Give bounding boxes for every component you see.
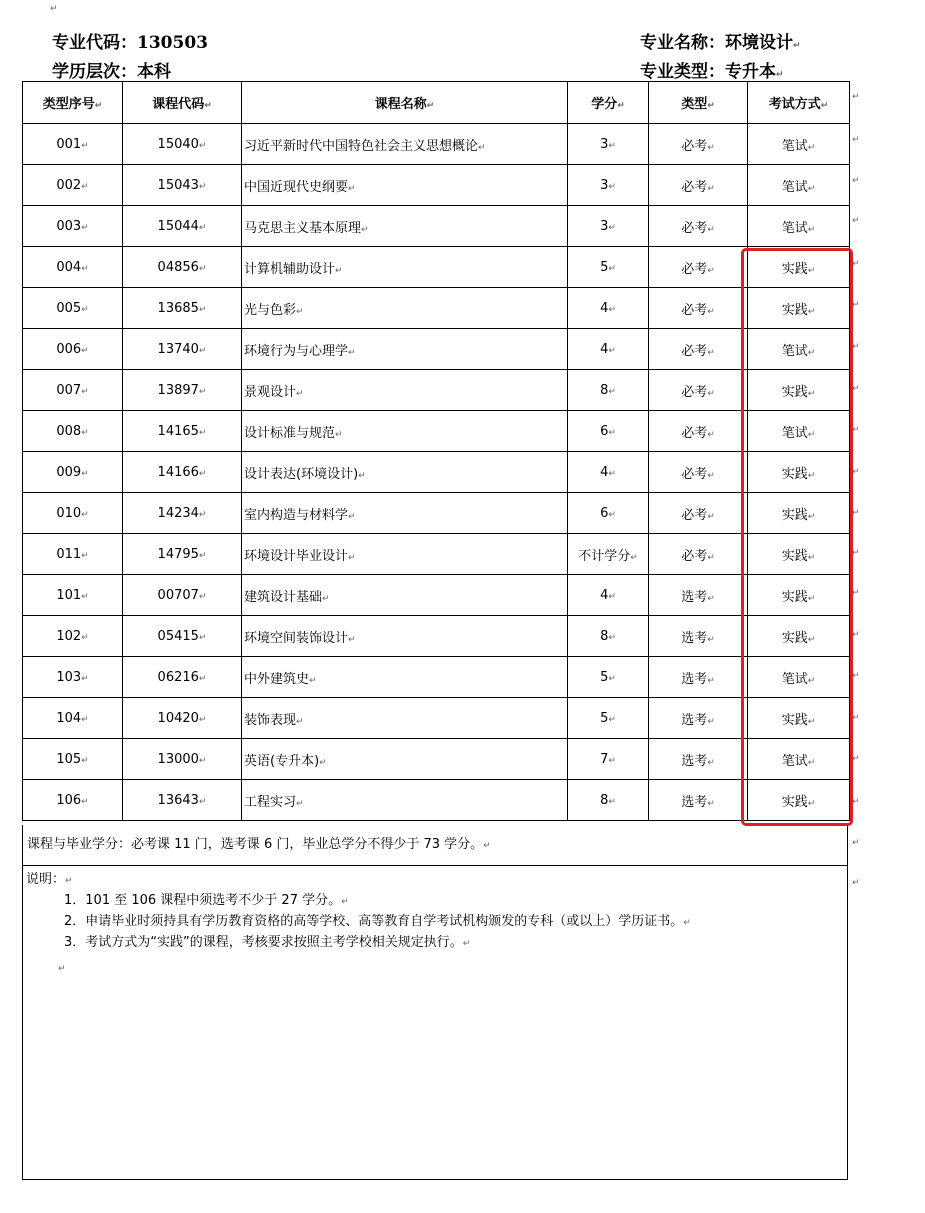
paragraph-mark: ↵	[50, 4, 58, 14]
table-row	[23, 247, 850, 288]
table-row	[23, 370, 850, 411]
paragraph-mark: ↵	[852, 384, 860, 394]
cell-seq: 008↵	[23, 411, 123, 452]
table-row	[23, 616, 850, 657]
cell-seq: 006↵	[23, 329, 123, 370]
notes-section	[22, 866, 848, 1180]
paragraph-mark: ↵	[852, 216, 860, 226]
education-level-line	[52, 57, 171, 82]
cell-code: 00707↵	[123, 575, 242, 616]
cell-type: 必考↵	[649, 247, 748, 288]
cell-credit: 3↵	[568, 206, 649, 247]
cell-code: 13740↵	[123, 329, 242, 370]
cell-exam: 实践↵	[748, 288, 850, 329]
cell-credit: 5↵	[568, 247, 649, 288]
cell-type: 必考↵	[649, 206, 748, 247]
major-type-line	[640, 57, 784, 82]
cell-type: 必考↵	[649, 493, 748, 534]
education-level-label: 学历层次：	[52, 62, 137, 82]
paragraph-mark: ↵	[852, 300, 860, 310]
cell-exam: 实践↵	[748, 247, 850, 288]
credit-summary-text: 课程与毕业学分：必考课 11 门，选考课 6 门，毕业总学分不得少于 73 学分。	[27, 837, 484, 852]
major-code-value: 130503	[137, 33, 208, 53]
cell-name: 计算机辅助设计↵	[242, 247, 568, 288]
cell-seq: 004↵	[23, 247, 123, 288]
cell-name: 环境设计毕业设计↵	[242, 534, 568, 575]
credit-summary	[22, 825, 848, 866]
paragraph-mark: ↵	[793, 41, 801, 51]
cell-type: 必考↵	[649, 452, 748, 493]
note-item: 1．101 至 106 课程中须选考不少于 27 学分。↵	[64, 893, 349, 908]
cell-credit: 6↵	[568, 411, 649, 452]
cell-seq: 102↵	[23, 616, 123, 657]
cell-code: 05415↵	[123, 616, 242, 657]
note-item: 3．考试方式为“实践”的课程，考核要求按照主考学校相关规定执行。↵	[64, 935, 471, 950]
cell-exam: 笔试↵	[748, 206, 850, 247]
cell-exam: 笔试↵	[748, 411, 850, 452]
paragraph-mark: ↵	[776, 70, 784, 80]
table-row	[23, 329, 850, 370]
cell-seq: 106↵	[23, 780, 123, 821]
cell-seq: 002↵	[23, 165, 123, 206]
cell-credit: 3↵	[568, 165, 649, 206]
table-row	[23, 124, 850, 165]
cell-credit: 8↵	[568, 780, 649, 821]
course-table	[22, 81, 850, 821]
cell-credit: 8↵	[568, 370, 649, 411]
cell-code: 13000↵	[123, 739, 242, 780]
cell-seq: 001↵	[23, 124, 123, 165]
paragraph-mark: ↵	[852, 135, 860, 145]
cell-code: 10420↵	[123, 698, 242, 739]
cell-type: 必考↵	[649, 124, 748, 165]
cell-seq: 009↵	[23, 452, 123, 493]
paragraph-mark: ↵	[852, 630, 860, 640]
cell-code: 13685↵	[123, 288, 242, 329]
cell-exam: 笔试↵	[748, 657, 850, 698]
table-row	[23, 739, 850, 780]
column-header-exam: 考试方式↵	[748, 82, 850, 124]
cell-credit: 7↵	[568, 739, 649, 780]
cell-name: 设计标准与规范↵	[242, 411, 568, 452]
paragraph-mark: ↵	[483, 841, 491, 851]
major-name-value: 环境设计	[725, 33, 793, 53]
cell-code: 13897↵	[123, 370, 242, 411]
paragraph-mark: ↵	[852, 508, 860, 518]
cell-code: 04856↵	[123, 247, 242, 288]
cell-name: 马克思主义基本原理↵	[242, 206, 568, 247]
cell-exam: 实践↵	[748, 698, 850, 739]
major-type-value: 专升本	[725, 62, 776, 82]
cell-credit: 4↵	[568, 452, 649, 493]
cell-seq: 105↵	[23, 739, 123, 780]
paragraph-mark: ↵	[852, 754, 860, 764]
cell-type: 必考↵	[649, 165, 748, 206]
cell-exam: 实践↵	[748, 493, 850, 534]
paragraph-mark: ↵	[852, 548, 860, 558]
major-name-line	[640, 28, 801, 53]
cell-name: 环境行为与心理学↵	[242, 329, 568, 370]
cell-type: 选考↵	[649, 657, 748, 698]
paragraph-mark: ↵	[852, 588, 860, 598]
cell-name: 工程实习↵	[242, 780, 568, 821]
notes-title: 说明：↵	[26, 872, 73, 887]
cell-code: 15044↵	[123, 206, 242, 247]
cell-name: 设计表达(环境设计)↵	[242, 452, 568, 493]
cell-type: 选考↵	[649, 739, 748, 780]
cell-credit: 4↵	[568, 575, 649, 616]
cell-code: 14234↵	[123, 493, 242, 534]
column-header-seq: 类型序号↵	[23, 82, 123, 124]
note-item: 2．申请毕业时须持具有学历教育资格的高等学校、高等教育自学考试机构颁发的专科（或以上）学历证书。↵	[64, 914, 691, 929]
paragraph-mark: ↵	[852, 176, 860, 186]
cell-name: 景观设计↵	[242, 370, 568, 411]
table-row	[23, 452, 850, 493]
paragraph-mark: ↵	[852, 671, 860, 681]
cell-type: 必考↵	[649, 534, 748, 575]
cell-credit: 8↵	[568, 616, 649, 657]
cell-seq: 103↵	[23, 657, 123, 698]
cell-type: 选考↵	[649, 698, 748, 739]
paragraph-mark: ↵	[852, 713, 860, 723]
column-header-credit: 学分↵	[568, 82, 649, 124]
cell-type: 必考↵	[649, 411, 748, 452]
cell-credit: 4↵	[568, 288, 649, 329]
paragraph-mark: ↵	[852, 259, 860, 269]
paragraph-mark: ↵	[852, 425, 860, 435]
cell-exam: 实践↵	[748, 780, 850, 821]
cell-code: 15040↵	[123, 124, 242, 165]
paragraph-mark: ↵	[852, 797, 860, 807]
cell-name: 建筑设计基础↵	[242, 575, 568, 616]
cell-name: 环境空间装饰设计↵	[242, 616, 568, 657]
cell-exam: 实践↵	[748, 452, 850, 493]
cell-exam: 笔试↵	[748, 124, 850, 165]
cell-exam: 实践↵	[748, 616, 850, 657]
column-header-type: 类型↵	[649, 82, 748, 124]
cell-name: 习近平新时代中国特色社会主义思想概论↵	[242, 124, 568, 165]
cell-type: 必考↵	[649, 370, 748, 411]
cell-seq: 003↵	[23, 206, 123, 247]
cell-credit: 6↵	[568, 493, 649, 534]
cell-type: 必考↵	[649, 329, 748, 370]
cell-credit: 不计学分↵	[568, 534, 649, 575]
cell-type: 选考↵	[649, 575, 748, 616]
table-row	[23, 534, 850, 575]
cell-exam: 笔试↵	[748, 739, 850, 780]
cell-exam: 实践↵	[748, 370, 850, 411]
cell-seq: 011↵	[23, 534, 123, 575]
cell-type: 选考↵	[649, 780, 748, 821]
table-row	[23, 165, 850, 206]
cell-code: 13643↵	[123, 780, 242, 821]
cell-code: 14795↵	[123, 534, 242, 575]
cell-name: 中外建筑史↵	[242, 657, 568, 698]
major-name-label: 专业名称：	[640, 33, 725, 53]
cell-seq: 010↵	[23, 493, 123, 534]
cell-seq: 007↵	[23, 370, 123, 411]
cell-code: 14166↵	[123, 452, 242, 493]
table-row	[23, 698, 850, 739]
major-code-line	[52, 28, 208, 53]
cell-credit: 5↵	[568, 657, 649, 698]
cell-name: 装饰表现↵	[242, 698, 568, 739]
paragraph-mark: ↵	[852, 467, 860, 477]
cell-code: 06216↵	[123, 657, 242, 698]
table-row	[23, 657, 850, 698]
paragraph-mark: ↵	[852, 878, 860, 888]
cell-seq: 005↵	[23, 288, 123, 329]
cell-name: 英语(专升本)↵	[242, 739, 568, 780]
cell-type: 必考↵	[649, 288, 748, 329]
paragraph-mark: ↵	[852, 342, 860, 352]
major-type-label: 专业类型：	[640, 62, 725, 82]
cell-credit: 3↵	[568, 124, 649, 165]
education-level-value: 本科	[137, 62, 171, 82]
table-header-row	[23, 82, 850, 124]
cell-exam: 实践↵	[748, 575, 850, 616]
paragraph-mark: ↵	[58, 964, 66, 974]
cell-credit: 4↵	[568, 329, 649, 370]
table-row	[23, 206, 850, 247]
cell-seq: 104↵	[23, 698, 123, 739]
major-code-label: 专业代码：	[52, 33, 137, 53]
table-row	[23, 575, 850, 616]
cell-name: 室内构造与材料学↵	[242, 493, 568, 534]
cell-seq: 101↵	[23, 575, 123, 616]
cell-name: 光与色彩↵	[242, 288, 568, 329]
cell-name: 中国近现代史纲要↵	[242, 165, 568, 206]
cell-exam: 笔试↵	[748, 165, 850, 206]
column-header-code: 课程代码↵	[123, 82, 242, 124]
paragraph-mark: ↵	[852, 838, 860, 848]
cell-code: 15043↵	[123, 165, 242, 206]
cell-code: 14165↵	[123, 411, 242, 452]
cell-exam: 笔试↵	[748, 329, 850, 370]
column-header-name: 课程名称↵	[242, 82, 568, 124]
table-row	[23, 493, 850, 534]
table-row	[23, 288, 850, 329]
cell-type: 选考↵	[649, 616, 748, 657]
paragraph-mark: ↵	[852, 92, 860, 102]
cell-exam: 实践↵	[748, 534, 850, 575]
table-row	[23, 411, 850, 452]
cell-credit: 5↵	[568, 698, 649, 739]
table-row	[23, 780, 850, 821]
